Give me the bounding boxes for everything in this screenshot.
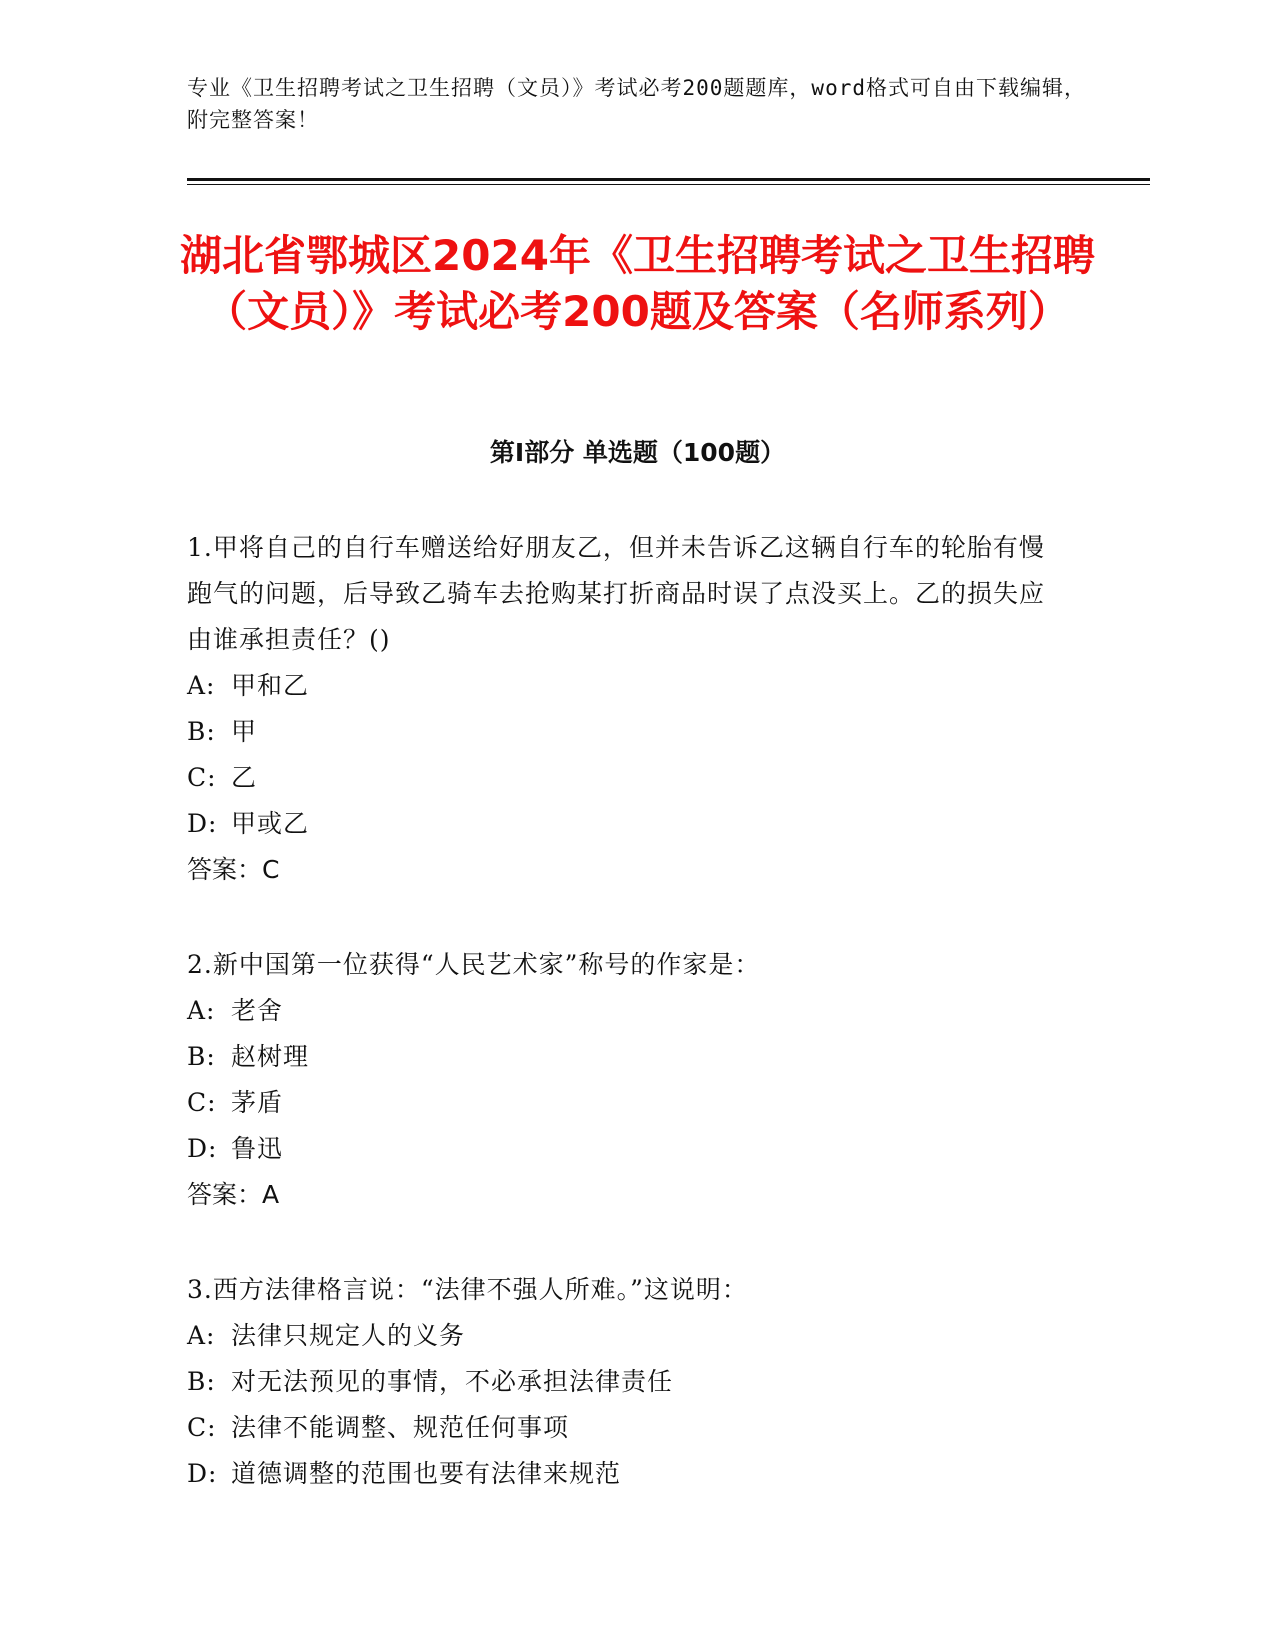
option-key: C: [187, 1088, 217, 1117]
option-key: B: [187, 1367, 216, 1396]
question-list [187, 525, 1067, 1546]
option-key: A: [187, 996, 216, 1025]
option-key: C: [187, 763, 217, 792]
option-key: B: [187, 717, 216, 746]
option-c [187, 755, 1067, 801]
option-text: 鲁迅 [231, 1134, 284, 1163]
header-note: 专业《卫生招聘考试之卫生招聘（文员）》考试必考200题题库，word格式可自由下载编辑，附完整答案！ [187, 76, 1086, 132]
option-a [187, 1313, 1067, 1359]
document-title: 湖北省鄂城区2024年《卫生招聘考试之卫生招聘（文员）》考试必考200题及答案（名师系列） [180, 231, 1095, 336]
option-text: 赵树理 [231, 1042, 310, 1071]
question-3 [187, 1267, 1067, 1497]
answer-line: 答案：A [187, 1180, 280, 1209]
question-stem: 1.甲将自己的自行车赠送给好朋友乙，但并未告诉乙这辆自行车的轮胎有慢跑气的问题，后导致乙骑车去抢购某打折商品时误了点没买上。乙的损失应由谁承担责任？() [187, 533, 1046, 654]
section-heading: 第I部分 单选题（100题） [489, 438, 786, 467]
option-text: 乙 [231, 763, 258, 792]
option-key: D: [187, 1459, 218, 1488]
option-key: D: [187, 809, 218, 838]
option-text: 茅盾 [231, 1088, 284, 1117]
option-b [187, 1359, 1067, 1405]
option-text: 道德调整的范围也要有法律来规范 [231, 1459, 622, 1488]
option-text: 对无法预见的事情，不必承担法律责任 [231, 1367, 674, 1396]
option-text: 甲和乙 [231, 671, 310, 700]
option-key: A: [187, 671, 216, 700]
question-2 [187, 942, 1067, 1218]
option-d [187, 1451, 1067, 1497]
header-divider-thin [187, 184, 1150, 185]
option-b [187, 1034, 1067, 1080]
option-a [187, 988, 1067, 1034]
option-text: 甲 [231, 717, 258, 746]
option-text: 法律不能调整、规范任何事项 [231, 1413, 570, 1442]
option-b [187, 709, 1067, 755]
option-key: C: [187, 1413, 217, 1442]
option-c [187, 1080, 1067, 1126]
question-stem: 3.西方法律格言说：“法律不强人所难。”这说明： [187, 1275, 748, 1304]
question-stem: 2.新中国第一位获得“人民艺术家”称号的作家是： [187, 950, 761, 979]
option-key: B: [187, 1042, 216, 1071]
option-d [187, 801, 1067, 847]
option-key: A: [187, 1321, 216, 1350]
option-text: 法律只规定人的义务 [231, 1321, 466, 1350]
option-key: D: [187, 1134, 218, 1163]
option-a [187, 663, 1067, 709]
option-d [187, 1126, 1067, 1172]
question-1 [187, 525, 1067, 893]
answer-line: 答案：C [187, 855, 280, 884]
header-divider-thick [187, 178, 1150, 181]
option-text: 甲或乙 [231, 809, 310, 838]
option-c [187, 1405, 1067, 1451]
option-text: 老舍 [231, 996, 284, 1025]
